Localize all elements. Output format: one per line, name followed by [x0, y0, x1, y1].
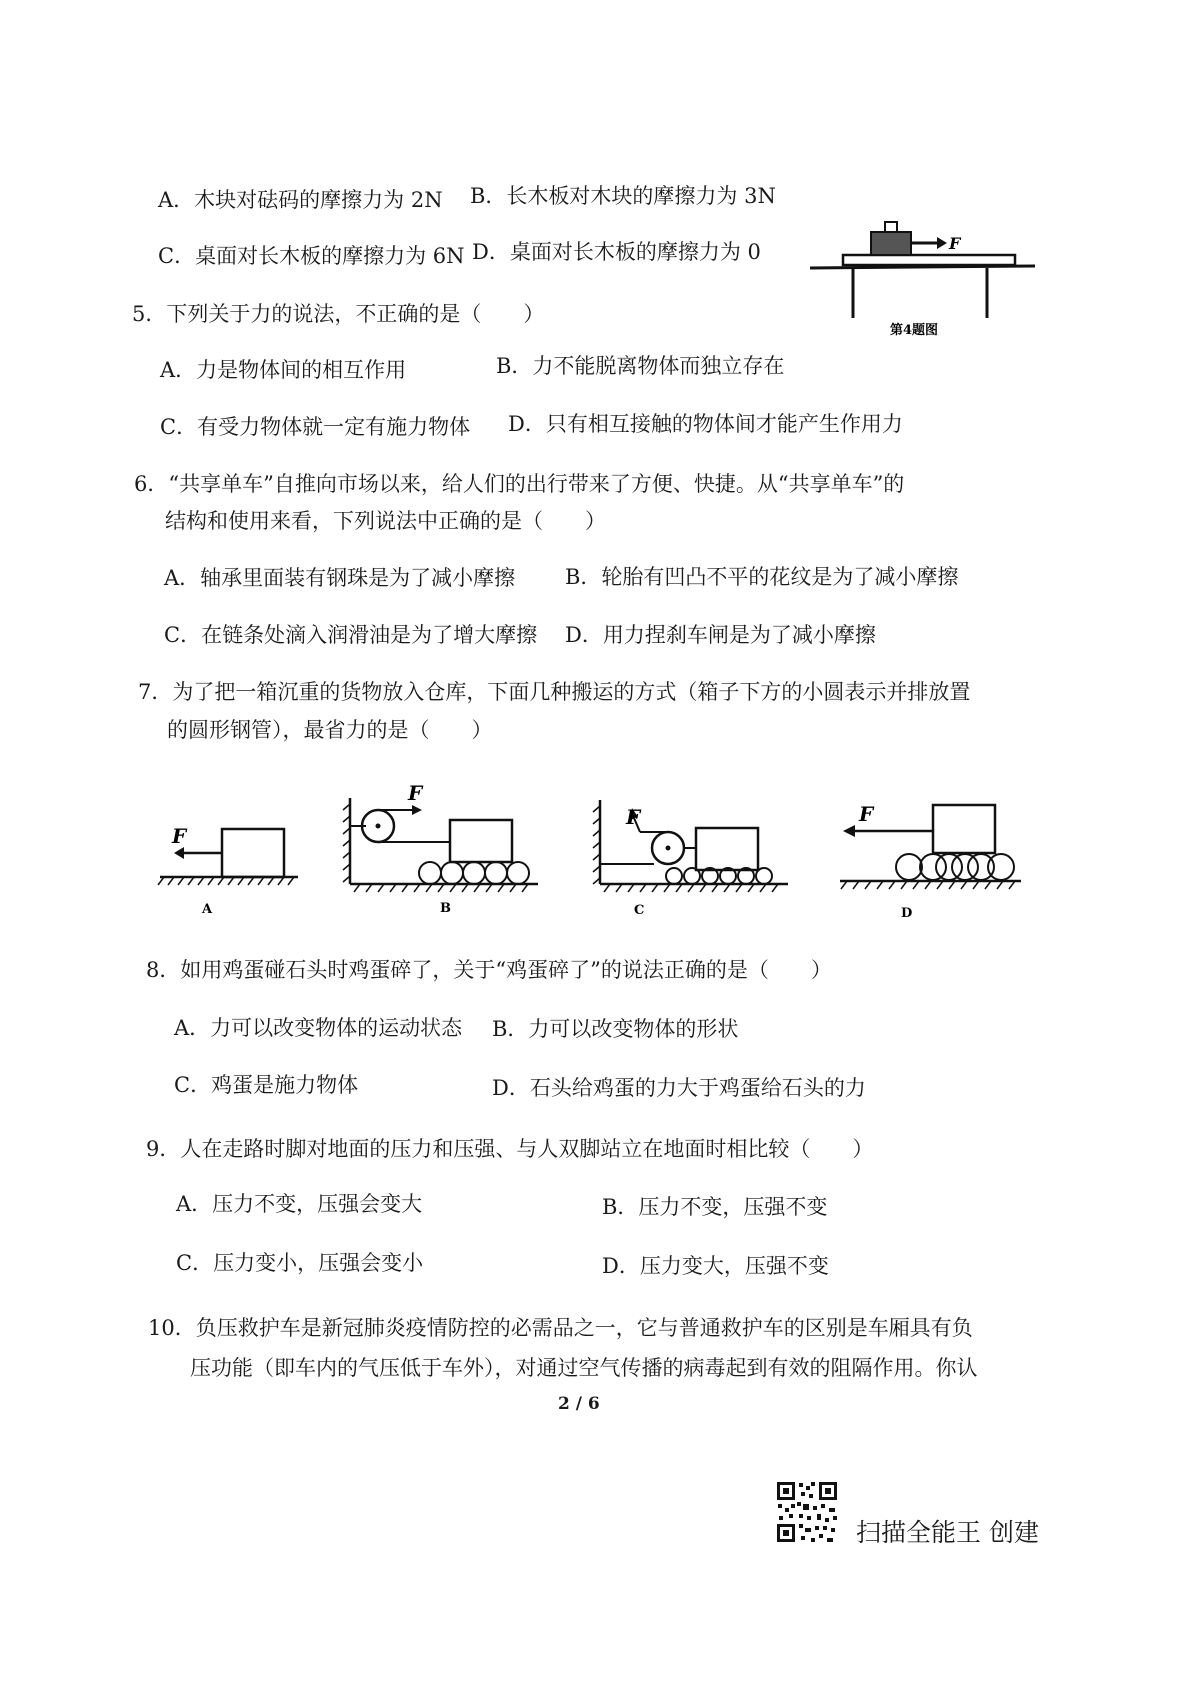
q7-stem-line2: 的圆形钢管），最省力的是（ ） — [167, 718, 493, 742]
q8-option-c: C．鸡蛋是施力物体 — [174, 1073, 359, 1097]
q5-stem: 5．下列关于力的说法，不正确的是（ ） — [132, 302, 545, 326]
q7-label-a: A — [202, 902, 213, 917]
q5-option-b: B．力不能脱离物体而独立存在 — [496, 354, 785, 378]
q7-label-b: B — [440, 901, 451, 916]
q7-figure-c — [590, 792, 795, 922]
q7b-force-label: F — [408, 781, 423, 805]
qr-code — [775, 1480, 839, 1544]
q7-figure-a — [150, 815, 310, 920]
q7-figure-d — [835, 795, 1030, 925]
q10-stem-line2: 压功能（即车内的气压低于车外），对通过空气传播的病毒起到有效的阻隔作用。你认 — [190, 1356, 978, 1380]
q8-stem: 8．如用鸡蛋碰石头时鸡蛋碎了，关于“鸡蛋碎了”的说法正确的是（ ） — [146, 958, 832, 982]
q8-option-d: D．石头给鸡蛋的力大于鸡蛋给石头的力 — [492, 1076, 866, 1100]
q7d-force-label: F — [859, 802, 874, 826]
q4-force-label: F — [949, 234, 961, 253]
q9-option-a: A．压力不变，压强会变大 — [176, 1192, 423, 1216]
q5-option-a: A．力是物体间的相互作用 — [160, 358, 407, 382]
q5-option-d: D．只有相互接触的物体间才能产生作用力 — [508, 412, 903, 436]
q9-option-d: D．压力变大，压强不变 — [602, 1254, 829, 1278]
q7a-force-label: F — [172, 824, 187, 848]
q6-option-b: B．轮胎有凹凸不平的花纹是为了减小摩擦 — [565, 565, 959, 589]
q7-figure-b — [340, 780, 545, 920]
q7-label-c: C — [634, 903, 645, 918]
q5-option-c: C．有受力物体就一定有施力物体 — [160, 415, 471, 439]
q7-label-d: D — [901, 906, 913, 921]
q6-option-d: D．用力捏刹车闸是为了减小摩擦 — [565, 623, 876, 647]
q4-figure-caption: 第4题图 — [890, 323, 939, 338]
q6-stem-line2: 结构和使用来看，下列说法中正确的是（ ） — [165, 509, 606, 533]
q7-stem-line1: 7．为了把一箱沉重的货物放入仓库，下面几种搬运的方式（箱子下方的小圆表示并排放置 — [138, 680, 971, 704]
scanner-watermark: 扫描全能王 创建 — [856, 1518, 1039, 1547]
q4-option-d: D．桌面对长木板的摩擦力为 0 — [472, 240, 761, 264]
q4-figure — [805, 210, 1045, 345]
q6-stem-line1: 6．“共享单车”自推向市场以来，给人们的出行带来了方便、快捷。从“共享单车”的 — [134, 472, 905, 496]
page-number: 2 / 6 — [558, 1394, 600, 1414]
q8-option-b: B．力可以改变物体的形状 — [492, 1017, 739, 1041]
q9-option-b: B．压力不变，压强不变 — [602, 1195, 828, 1219]
q6-option-c: C．在链条处滴入润滑油是为了增大摩擦 — [164, 623, 538, 647]
q9-stem: 9．人在走路时脚对地面的压力和压强、与人双脚站立在地面时相比较（ ） — [146, 1137, 874, 1161]
q6-option-a: A．轴承里面装有钢珠是为了减小摩擦 — [164, 566, 516, 590]
q7c-force-label: F — [626, 805, 641, 829]
q10-stem-line1: 10．负压救护车是新冠肺炎疫情防控的必需品之一，它与普通救护车的区别是车厢具有负 — [148, 1316, 973, 1340]
q4-option-c: C．桌面对长木板的摩擦力为 6N — [158, 244, 465, 268]
q4-option-b: B．长木板对木块的摩擦力为 3N — [470, 184, 776, 208]
q9-option-c: C．压力变小，压强会变小 — [176, 1251, 424, 1275]
q4-option-a: A．木块对砝码的摩擦力为 2N — [158, 188, 443, 212]
q8-option-a: A．力可以改变物体的运动状态 — [174, 1016, 463, 1040]
